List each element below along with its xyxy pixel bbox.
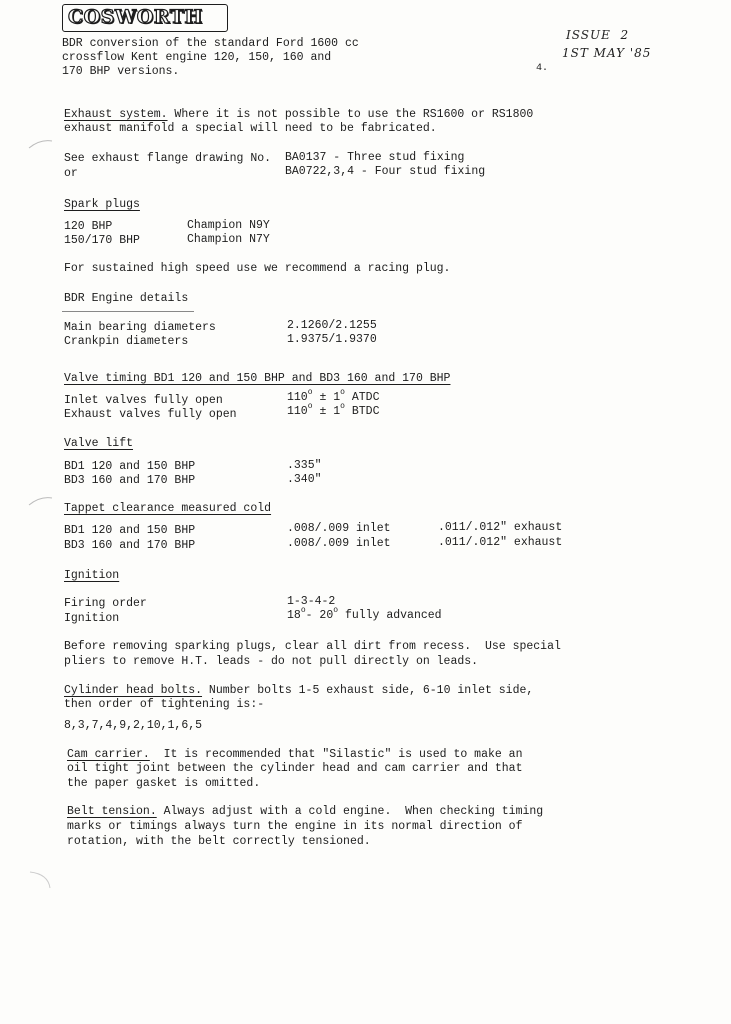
spark-row-label: 150/170 BHP	[64, 234, 140, 247]
cam-text-1: It is recommended that "Silastic" is used to make an	[149, 748, 523, 761]
cam-line-1	[67, 748, 523, 763]
valve-lift-row-value: .335"	[287, 459, 322, 472]
tappet-row-inlet: .008/.009 inlet	[287, 522, 391, 535]
valve-timing-row-label: Inlet valves fully open	[64, 394, 223, 407]
bdr-heading: BDR Engine details	[64, 292, 189, 305]
exhaust-text-2: exhaust manifold a special will need to be fabricated.	[64, 122, 437, 135]
ignition-note-1: Before removing sparking plugs, clear all dirt from recess. Use special	[64, 640, 561, 653]
cam-heading: Cam carrier.	[67, 748, 150, 761]
ignition-note-2: pliers to remove H.T. leads - do not pull directly on leads.	[64, 655, 479, 668]
punch-mark	[28, 138, 54, 150]
ignition-suffix: fully advanced	[338, 609, 442, 622]
valve-timing-row-value: $110^o \pm 1^o$ ATDC	[287, 388, 380, 404]
issue-date: 1ST MAY '85	[562, 46, 652, 60]
valve-angle: 110	[287, 391, 308, 404]
valve-angle: 110	[287, 405, 308, 418]
valve-suffix: BTDC	[351, 405, 380, 418]
intro-line-2: crossflow Kent engine 120, 150, 160 and	[62, 51, 332, 64]
tappet-row-exhaust: .011/.012" exhaust	[438, 536, 563, 549]
belt-text-2: marks or timings always turn the engine in its normal direction of	[67, 820, 523, 833]
bdr-row-value: 1.9375/1.9370	[287, 333, 377, 346]
cyl-head-text-2: then order of tightening is:-	[64, 698, 265, 711]
flange-or: or	[64, 167, 78, 180]
ignition-value: 18$^o$- 20$^o$ fully advanced	[287, 606, 442, 622]
flange-three-stud: BA0137 - Three stud fixing	[285, 151, 465, 164]
valve-timing-row-label: Exhaust valves fully open	[64, 408, 237, 421]
bdr-row-label: Crankpin diameters	[64, 335, 189, 348]
spark-row-value: Champion N9Y	[187, 219, 270, 232]
tappet-row-inlet: .008/.009 inlet	[287, 537, 391, 550]
flange-four-stud: BA0722,3,4 - Four stud fixing	[285, 165, 486, 178]
ignition-angle-b: - 20	[305, 609, 334, 622]
belt-line-1	[67, 805, 543, 820]
ignition-label: Ignition	[64, 612, 120, 625]
valve-lift-heading: Valve lift	[64, 437, 134, 450]
cyl-head-text-1: Number bolts 1-5 exhaust side, 6-10 inlet side,	[202, 684, 534, 697]
tappet-row-exhaust: .011/.012" exhaust	[438, 521, 563, 534]
bdr-row-label: Main bearing diameters	[64, 321, 216, 334]
ignition-angle-a: 18	[287, 609, 301, 622]
bdr-heading-rule	[62, 311, 194, 312]
valve-timing-row-value: $110^o \pm 1^o$ BTDC	[287, 402, 380, 418]
spark-note: For sustained high speed use we recommend a racing plug.	[64, 262, 451, 275]
valve-tolerance: ± 1	[319, 405, 341, 418]
flange-text: See exhaust flange drawing No.	[64, 152, 272, 165]
bdr-row-value: 2.1260/2.1255	[287, 319, 377, 332]
exhaust-heading: Exhaust system.	[64, 108, 168, 121]
exhaust-line-1	[64, 108, 533, 123]
tappet-row-label: BD3 160 and 170 BHP	[64, 539, 196, 552]
spark-heading: Spark plugs	[64, 198, 140, 211]
intro-line-3: 170 BHP versions.	[62, 65, 180, 78]
valve-lift-row-value: .340"	[287, 473, 322, 486]
valve-timing-heading: Valve timing BD1 120 and 150 BHP and BD3 160 and 170 BHP	[64, 372, 451, 385]
spark-row-label: 120 BHP	[64, 220, 113, 233]
cam-text-3: the paper gasket is omitted.	[67, 777, 261, 790]
valve-suffix: ATDC	[351, 391, 380, 404]
spark-row-value: Champion N7Y	[187, 233, 270, 246]
page-number: 4.	[536, 63, 549, 74]
intro-line-1: BDR conversion of the standard Ford 1600 cc	[62, 37, 359, 50]
belt-text-3: rotation, with the belt correctly tensioned.	[67, 835, 371, 848]
firing-order-value: 1-3-4-2	[287, 595, 336, 608]
valve-lift-row-label: BD1 120 and 150 BHP	[64, 460, 196, 473]
cosworth-logo: COSWORTH	[68, 6, 203, 28]
punch-mark	[28, 870, 54, 890]
belt-heading: Belt tension.	[67, 805, 157, 818]
tappet-heading: Tappet clearance measured cold	[64, 502, 272, 515]
punch-mark	[28, 495, 54, 507]
cyl-head-heading: Cylinder head bolts.	[64, 684, 203, 697]
tappet-row-label: BD1 120 and 150 BHP	[64, 524, 196, 537]
valve-tolerance: ± 1	[319, 391, 341, 404]
belt-text-1: Always adjust with a cold engine. When checking timing	[156, 805, 544, 818]
issue-number: ISSUE 2	[566, 28, 630, 42]
cam-text-2: oil tight joint between the cylinder head and cam carrier and that	[67, 762, 523, 775]
ignition-heading: Ignition	[64, 569, 120, 582]
firing-order-label: Firing order	[64, 597, 147, 610]
tightening-order: 8,3,7,4,9,2,10,1,6,5	[64, 719, 203, 732]
exhaust-text-1: Where it is not possible to use the RS1600 or RS1800	[167, 108, 534, 121]
valve-lift-row-label: BD3 160 and 170 BHP	[64, 474, 196, 487]
cyl-head-line-1	[64, 684, 533, 699]
